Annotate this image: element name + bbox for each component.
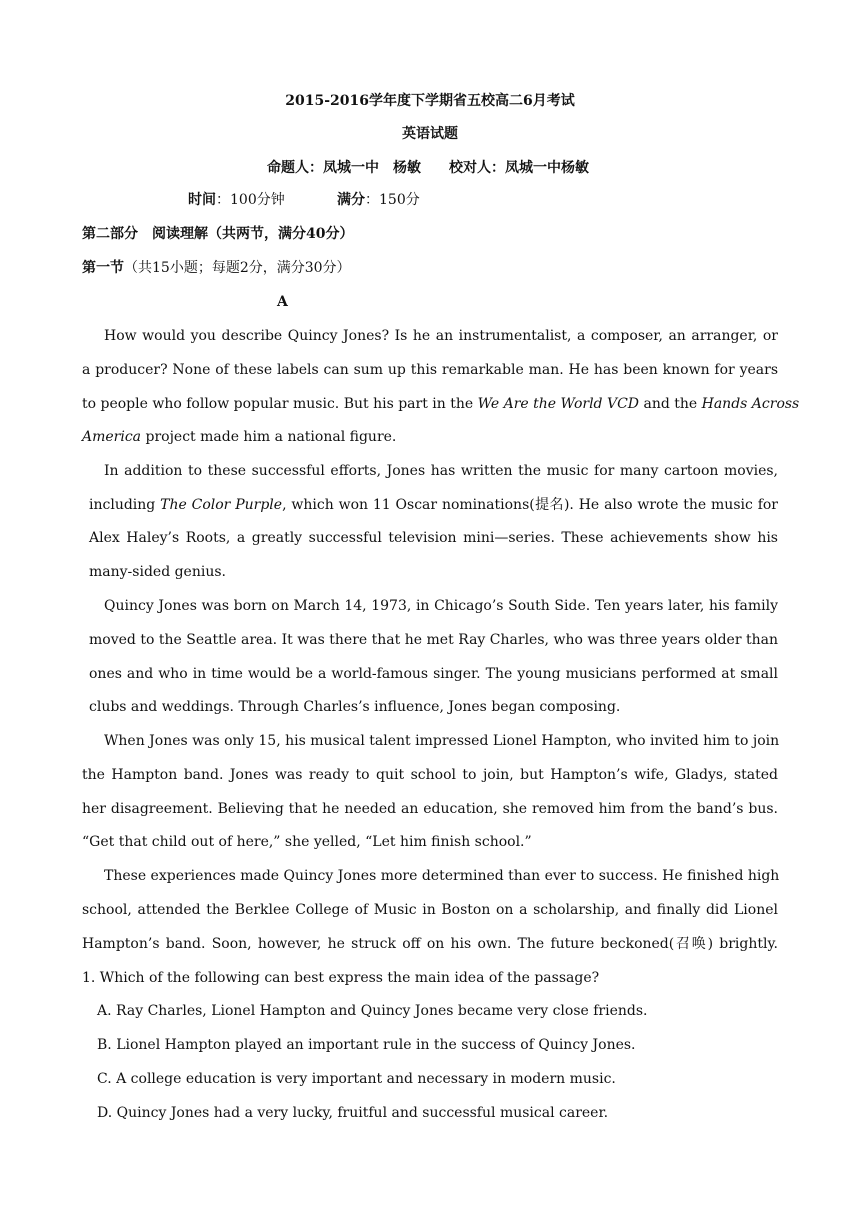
p2-line3: Alex Haley’s Roots, a greatly successful television mini—series. These achievements show his [89,530,778,546]
subject-title: 英语试题 [402,126,458,142]
section-label: 第一节 [82,260,124,276]
exam-title: 2015-2016学年度下学期省五校高二6月考试 [285,93,575,109]
p3-line3: ones and who in time would be a world-famous singer. The young musicians performed at small [89,666,778,682]
p2-line2: including The Color Purple, which won 11 Oscar nominations(提名). He also wrote the music for [89,497,778,513]
score-value: ：150分 [365,192,420,208]
p1-line2: a producer? None of these labels can sum up this remarkable man. He has been known for years [82,362,778,378]
p4-line1: When Jones was only 15, his musical talent impressed Lionel Hampton, who invited him to join [104,733,780,749]
question-1-option-b: B. Lionel Hampton played an important rule in the success of Quincy Jones. [97,1037,636,1053]
passage-label: A [277,294,288,310]
title-hands-across: Hands Across [701,396,800,412]
p4-line4: “Get that child out of here,” she yelled, “Let him finish school.” [82,834,532,850]
question-1-option-c: C. A college education is very important and necessary in modern music. [97,1071,616,1087]
authors-line: 命题人：凤城一中 杨敏 校对人：凤城一中杨敏 [267,160,589,176]
p3-line2: moved to the Seattle area. It was there that he met Ray Charles, who was three years older than [89,632,778,648]
time-label: 时间 [188,192,216,208]
p3-line4: clubs and weddings. Through Charles’s influence, Jones began composing. [89,699,621,715]
p1-line1: How would you describe Quincy Jones? Is he an instrumentalist, a composer, an arranger, or [104,328,778,344]
p2-line4: many-sided genius. [89,564,226,580]
score-label: 满分 [337,192,365,208]
time-info [188,190,285,210]
p5-line3: Hampton’s band. Soon, however, he struck off on his own. The future beckoned(召唤) brightly. [82,936,778,952]
p5-line2: school, attended the Berklee College of Music in Boston on a scholarship, and finally did Lionel [82,902,778,918]
question-1-option-d: D. Quincy Jones had a very lucky, fruitful and successful musical career. [97,1105,609,1121]
title-america: America [82,429,142,445]
p2-line1: In addition to these successful efforts, Jones has written the music for many cartoon movies, [104,463,778,479]
section-rest: （共15小题；每题2分，满分30分） [124,260,351,276]
question-1-option-a: A. Ray Charles, Lionel Hampton and Quincy Jones became very close friends. [97,1003,648,1019]
title-we-are-the-world: We Are the World VCD [477,396,640,412]
p1-line4: America project made him a national figure. [82,429,397,445]
p3-line1: Quincy Jones was born on March 14, 1973, in Chicago’s South Side. Ten years later, his family [104,598,778,614]
section-title [82,258,351,278]
title-color-purple: The Color Purple [160,497,283,513]
p4-line3: her disagreement. Believing that he needed an education, she removed him from the band’s bus. [82,801,778,817]
question-1-stem: 1. Which of the following can best express the main idea of the passage? [82,970,600,986]
p1-line3: to people who follow popular music. But his part in the We Are the World VCD and the Hands Across [82,396,800,412]
part-title: 第二部分 阅读理解（共两节，满分40分） [82,226,354,242]
p4-line2: the Hampton band. Jones was ready to quit school to join, but Hampton’s wife, Gladys, stated [82,767,778,783]
p5-line1: These experiences made Quincy Jones more determined than ever to success. He finished high [104,868,780,884]
score-info [337,190,420,210]
time-value: ：100分钟 [216,192,285,208]
